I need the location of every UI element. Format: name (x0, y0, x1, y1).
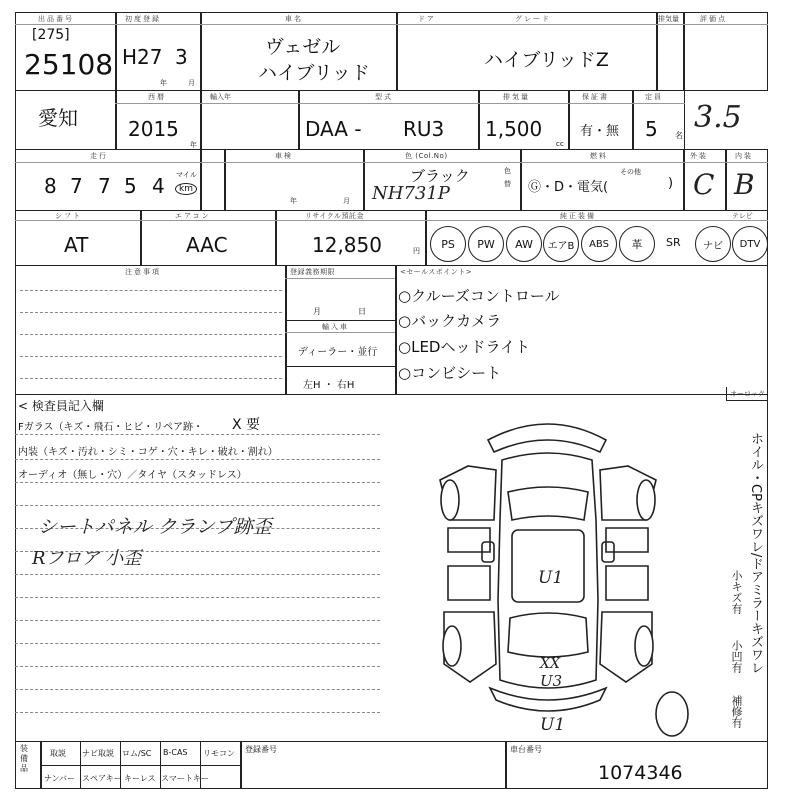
capacity-value: 5 (645, 117, 658, 141)
body-type-prefix: DAA - (305, 117, 362, 141)
first-reg-year-suffix: 年 (160, 79, 167, 87)
mileage-header: 走行 (90, 152, 108, 160)
score-header: 評価点 (700, 15, 727, 23)
equip-sunroof: SR (666, 236, 681, 249)
notes-header: 注意事項 (125, 268, 161, 276)
car-name-line1: ヴェゼル (265, 36, 341, 58)
sales-point-3: ○LEDヘッドライト (398, 338, 531, 356)
chassis-label: 車台番号 (510, 745, 542, 754)
exterior-header: 外装 (690, 152, 708, 160)
recycle-fee: 12,850 (312, 233, 382, 257)
sticker-header: 車検 (275, 152, 293, 160)
shift-value: AT (64, 233, 89, 257)
mileage-digit-5: 4 (152, 174, 165, 198)
diagram-mark-rear-b: U3 (540, 672, 563, 690)
displacement-header: 排気量 (503, 93, 530, 101)
mileage-digit-1: 8 (44, 174, 57, 198)
side-note-main: ホイル・CPキズワレ/ドアミラーキズワレ (748, 432, 763, 675)
body-type-code: RU3 (403, 117, 445, 141)
door-header: ドア (418, 15, 436, 23)
tv-header: テレビ (732, 212, 753, 220)
reg-deadline-header: 登録義務期限 (290, 268, 335, 276)
import-type-header: 輸入車 (322, 323, 349, 331)
diagram-mark-bottom: U1 (540, 715, 566, 735)
first-reg-header: 初度登録 (125, 15, 161, 23)
exterior-grade: C (693, 168, 715, 201)
mileage-digit-3: 7 (98, 174, 111, 198)
footer-smart-key: スマートキー (161, 774, 209, 783)
aircon-value: AAC (186, 233, 228, 257)
inspector-header: < 検査員記入欄 (18, 399, 104, 413)
side-note-tag-2: 小凹有 (730, 640, 743, 673)
sticker-year: 年 (290, 197, 297, 205)
score-value: 3.5 (694, 100, 742, 135)
interior-grade: B (734, 168, 755, 201)
footer-manual: 取説 (50, 749, 66, 758)
handwritten-note-1: シートパネル クランプ跡歪 (38, 516, 272, 538)
equip-navi: ナビ (695, 226, 731, 262)
inspector-row-1: Fガラス（キズ・飛石・ヒビ・リペア跡・ (18, 422, 204, 433)
footer-navi-manual: ナビ取説 (82, 749, 114, 758)
fuel-options: Ⓖ・D・電気( (528, 180, 609, 195)
aircon-header: エアコン (175, 212, 211, 220)
grade-header: グレード (515, 15, 551, 23)
footer-remote: リモコン (203, 749, 235, 758)
sticker-month: 月 (343, 197, 350, 205)
capacity-header: 定員 (645, 93, 663, 101)
footer-spare-key: スペアキー (82, 774, 122, 783)
model-year-header: 西暦 (148, 93, 166, 101)
first-reg-month-suffix: 月 (188, 79, 195, 87)
lot-prefix: [275] (32, 27, 70, 43)
model-year-suffix: 年 (190, 141, 197, 149)
side-note-tag-1: 小キズ有 (730, 570, 743, 614)
fuel-close: ) (668, 176, 674, 191)
inspector-row-2: 内装（キズ・汚れ・シミ・コゲ・穴・キレ・破れ・割れ） (18, 447, 278, 458)
mileage-digit-2: 7 (70, 174, 83, 198)
equipment-header: 純正装備 (560, 212, 596, 220)
equip-dtv: DTV (732, 226, 768, 262)
sales-point-4: ○コンビシート (398, 364, 502, 382)
footer-reg-number-label: 登録番号 (245, 745, 277, 754)
lot-number: 25108 (24, 48, 114, 81)
color-name: ブラック (410, 167, 470, 185)
inspector-x: X 要 (232, 417, 261, 433)
equip-ps: PS (430, 226, 466, 262)
model-year-value: 2015 (128, 117, 179, 141)
capacity-unit: 名 (675, 131, 683, 140)
side-note-tag-3: 補修有 (730, 695, 743, 728)
equip-abs: ABS (581, 226, 617, 262)
lot-number-header: 出品番号 (38, 15, 74, 23)
footer-number-plate: ナンバー (44, 774, 76, 783)
car-name-line2: ハイブリッド (258, 62, 370, 84)
interior-header: 内装 (735, 152, 753, 160)
fuel-header: 燃料 (590, 152, 608, 160)
footer-keyless: キーレス (124, 774, 156, 783)
overlook-header: オーロック (730, 390, 765, 398)
displacement-unit: cc (556, 140, 564, 148)
reg-deadline-day: 日 (358, 307, 366, 316)
sales-points-header: <セールスポイント> (400, 268, 473, 276)
diagram-mark-rear-a: XX (540, 656, 560, 672)
grade-value: ハイブリッドZ (484, 49, 609, 71)
equip-aw: AW (506, 226, 542, 262)
color-change-label: 色替 (504, 167, 511, 188)
displacement-value: 1,500 (485, 117, 543, 141)
warranty-value: 有・無 (580, 124, 620, 139)
region-value: 愛知 (38, 106, 78, 130)
color-header: 色 (Col.No) (405, 152, 448, 160)
shift-header: シフト (55, 212, 82, 220)
fuel-other-label: その他 (620, 168, 641, 176)
equip-pw: PW (468, 226, 504, 262)
first-reg-era: H27 (122, 45, 163, 69)
sales-point-2: ○バックカメラ (398, 312, 502, 330)
equip-leather: 革 (619, 226, 655, 262)
car-name-header: 車名 (285, 15, 303, 23)
equip-airbag: エアB (543, 226, 579, 262)
warranty-header: 保証書 (582, 93, 609, 101)
handwritten-note-2: Rフロア 小歪 (32, 548, 142, 569)
diagram-mark-roof: U1 (538, 568, 564, 588)
mileage-unit-mile: マイル (176, 171, 197, 179)
sales-point-1: ○クルーズコントロール (398, 287, 560, 305)
recycle-unit: 円 (413, 247, 420, 255)
inspector-row-3: オーディオ（無し・穴）／タイヤ（スタッドレス） (18, 470, 247, 481)
first-reg-month: 3 (175, 45, 188, 69)
footer-bcas: B-CAS (163, 748, 188, 757)
chassis-number: 1074346 (598, 762, 683, 784)
recycle-header: リサイクル預託金 (305, 212, 365, 220)
footer-rom: ロム/SC (122, 749, 152, 758)
import-handle: 左H ・ 右H (303, 380, 355, 391)
import-year-header: 輸入年 (210, 93, 231, 101)
body-type-header: 型式 (375, 93, 393, 101)
mileage-digit-4: 5 (124, 174, 137, 198)
color-code: NH731P (372, 183, 450, 204)
capacity-header-top: 排気量 (658, 15, 679, 23)
reg-deadline-month: 月 (313, 307, 321, 316)
mileage-unit-km: km (175, 183, 197, 195)
footer-side-label: 装 備 品 (20, 744, 28, 773)
import-dealer: ディーラー・並行 (298, 347, 378, 358)
